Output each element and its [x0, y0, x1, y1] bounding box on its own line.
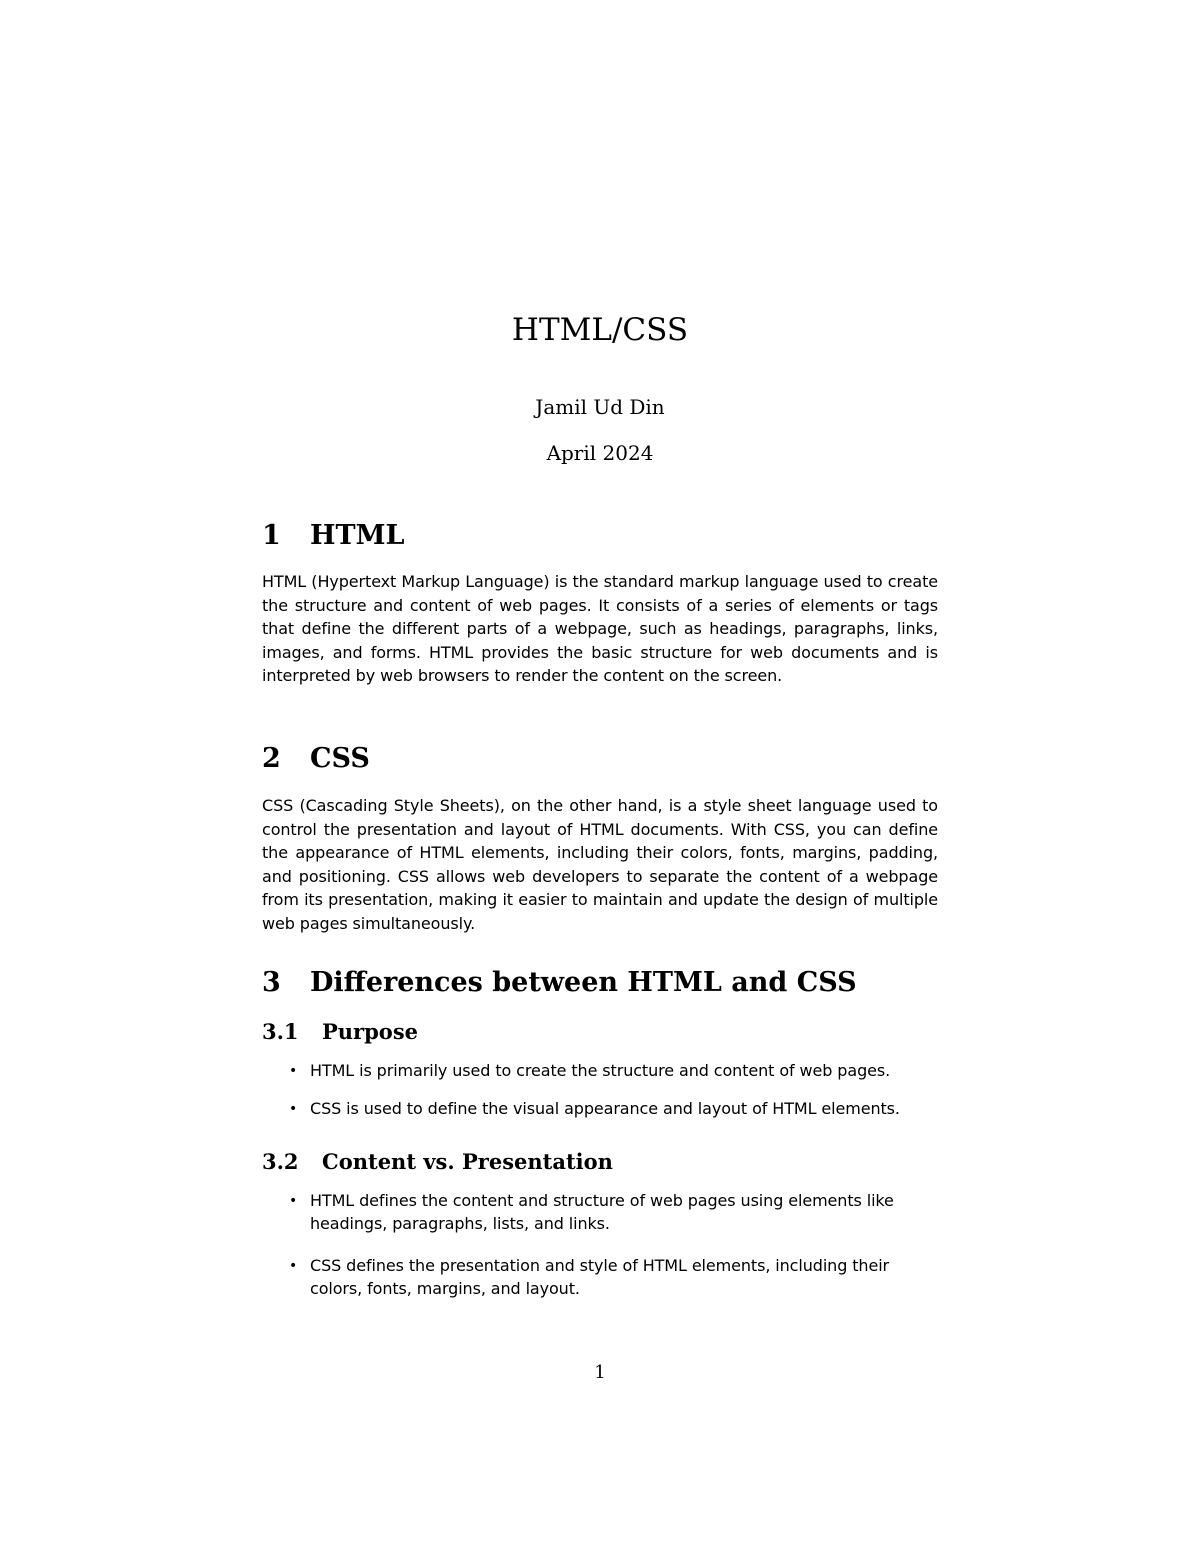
document-title: HTML/CSS [511, 312, 689, 348]
section-css-body [262, 794, 938, 935]
bullet-icon: • [289, 1258, 298, 1274]
bullet-icon: • [289, 1063, 298, 1079]
document-author: Jamil Ud Din [535, 395, 665, 419]
section-css [262, 743, 938, 774]
bullet-icon: • [289, 1193, 298, 1209]
list-item-text: HTML defines the content and structure of web pages using elements like headings, paragraphs, lists, and links. [310, 1191, 894, 1233]
section-title: CSS [310, 743, 370, 774]
section-paragraph: CSS (Cascading Style Sheets), on the other hand, is a style sheet language used to control the presentation and layout of HTML documents. With CSS, you can define the appearance of HTML elements, including their colors, fonts, margins, padding, and positioning. CSS allows web developers to separate the content of a webpage from its presentation, making it easier to maintain and update the design of multiple web pages simultaneously. [262, 796, 938, 933]
list-item-text: HTML is primarily used to create the structure and content of web pages. [310, 1061, 891, 1080]
subsection-purpose-list [262, 1060, 938, 1120]
subsection-title: Purpose [322, 1019, 418, 1044]
subsection-heading [262, 1019, 938, 1044]
subsection-purpose [262, 1019, 938, 1044]
list-item [262, 1255, 938, 1300]
section-number: 2 [262, 743, 281, 774]
list-item [262, 1190, 938, 1235]
section-html [262, 520, 938, 551]
section-html-body [262, 570, 938, 688]
section-differences [262, 967, 938, 998]
subsection-content-vs-presentation-list [262, 1190, 938, 1300]
list-item-text: CSS is used to define the visual appearance and layout of HTML elements. [310, 1098, 900, 1118]
section-title: Differences between HTML and CSS [310, 967, 857, 998]
bullet-icon: • [289, 1100, 298, 1117]
document-date: April 2024 [546, 441, 654, 465]
subsection-heading [262, 1149, 938, 1174]
section-title: HTML [310, 520, 405, 551]
bullet-list [262, 1190, 938, 1300]
subsection-title: Content vs. Presentation [322, 1149, 613, 1174]
bullet-list [262, 1060, 938, 1120]
section-number: 3 [262, 967, 281, 998]
section-heading [262, 743, 938, 774]
list-item [262, 1098, 938, 1121]
section-heading [262, 967, 938, 998]
subsection-content-vs-presentation [262, 1149, 938, 1174]
subsection-number: 3.1 [262, 1019, 299, 1044]
subsection-number: 3.2 [262, 1149, 299, 1174]
section-number: 1 [262, 520, 281, 551]
list-item [262, 1060, 938, 1083]
page-number: 1 [594, 1362, 606, 1383]
list-item-text: CSS defines the presentation and style of HTML elements, including their colors, fonts, margins, and layout. [310, 1256, 890, 1298]
section-heading [262, 520, 938, 551]
section-paragraph: HTML (Hypertext Markup Language) is the standard markup language used to create the structure and content of web pages. It consists of a series of elements or tags that define the different parts of a webpage, such as headings, paragraphs, links, images, and forms. HTML provides the basic structure for web documents and is interpreted by web browsers to render the content on the screen. [262, 572, 938, 685]
